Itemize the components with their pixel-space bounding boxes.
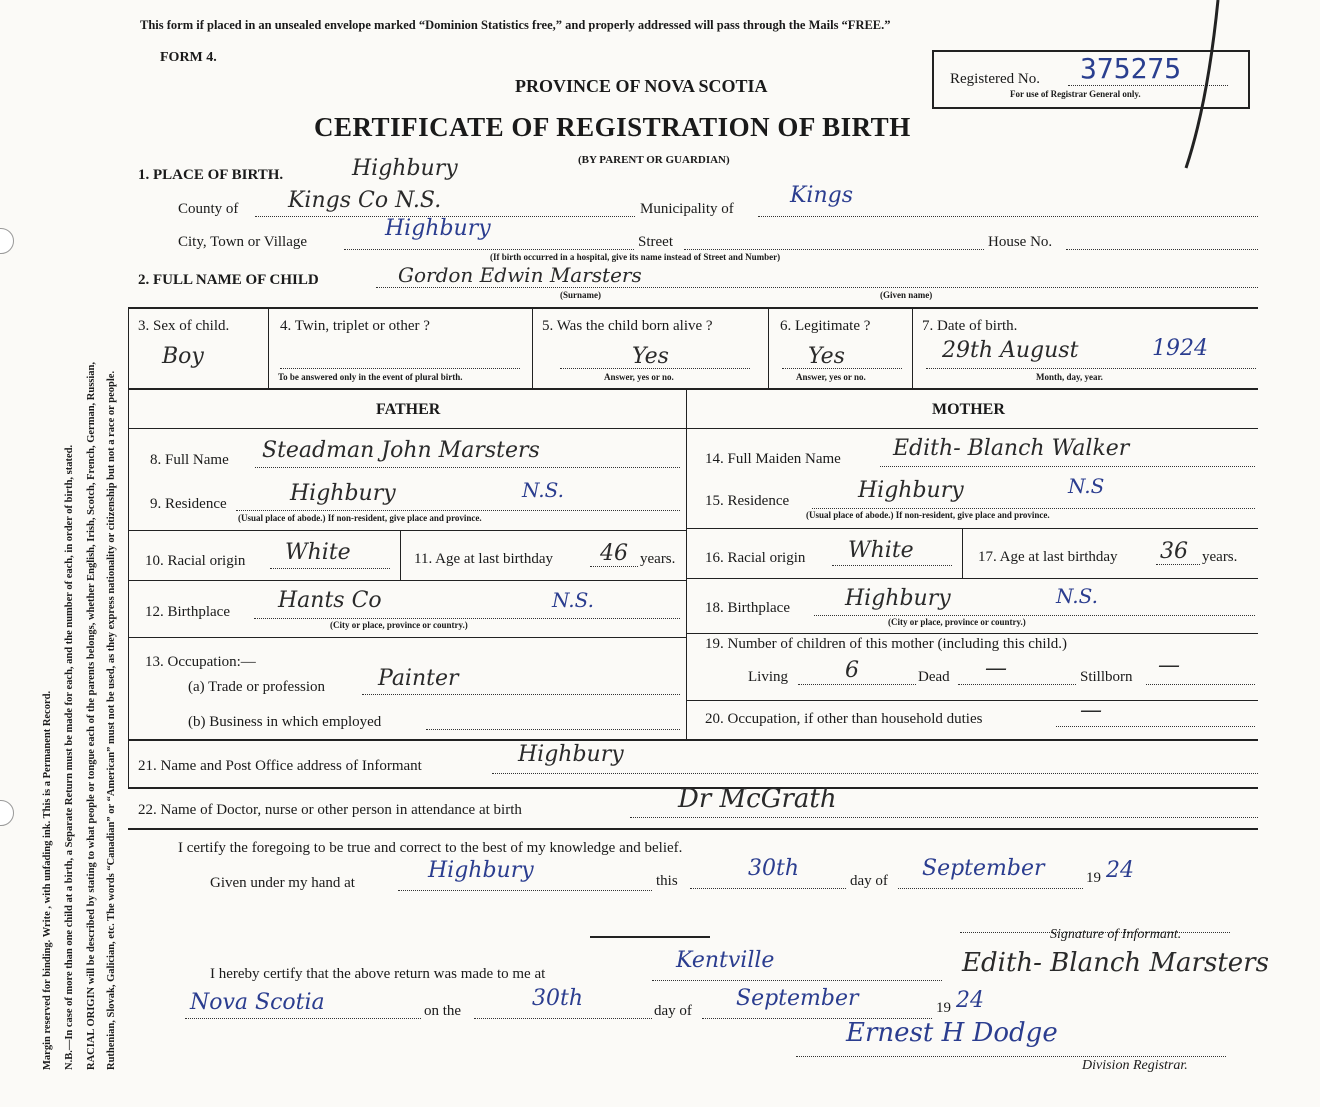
born-alive-value: Yes — [632, 344, 669, 369]
trade-value: Painter — [378, 666, 459, 691]
return-on-the-label: on the — [424, 1003, 462, 1019]
informant-label: 21. Name and Post Office address of Informant — [138, 758, 422, 774]
municipality-label: Municipality of — [640, 201, 734, 217]
twin-note: To be answered only in the event of plural birth. — [278, 372, 463, 382]
mother-race-label: 16. Racial origin — [705, 550, 806, 566]
mother-age-label: 17. Age at last birthday — [978, 549, 1118, 565]
return-day-of-label: day of — [654, 1003, 692, 1019]
business-label: (b) Business in which employed — [188, 714, 382, 730]
twin-label: 4. Twin, triplet or other ? — [280, 318, 430, 334]
given-name-note: (Given name) — [880, 290, 933, 300]
mother-age-value: 36 — [1160, 539, 1188, 564]
registered-label: Registered No. — [950, 71, 1040, 87]
dead-label: Dead — [918, 669, 950, 685]
given-month-value: September — [922, 856, 1045, 881]
children-count-label: 19. Number of children of this mother (including this child.) — [705, 636, 1068, 652]
division-registrar-label: Division Registrar. — [1082, 1058, 1188, 1073]
binding-hole-bottom — [0, 800, 14, 826]
place-of-birth-value: Highbury — [352, 156, 458, 181]
date-of-birth-label: 7. Date of birth. — [922, 318, 1018, 334]
municipality-value: Kings — [790, 183, 854, 208]
father-occupation-label: 13. Occupation:— — [145, 654, 256, 670]
father-birthplace-note: (City or place, province or country.) — [330, 620, 468, 630]
given-day-value: 30th — [748, 856, 800, 881]
born-alive-label: 5. Was the child born alive ? — [542, 318, 713, 334]
informant-signature-label: Signature of Informant. — [1050, 927, 1182, 942]
date-of-birth-value: 29th August — [942, 338, 1079, 363]
legitimate-note: Answer, yes or no. — [796, 372, 866, 382]
sidebar-note-binding: Margin reserved for binding. Write , with unfading ink. This is a Permanent Record. — [42, 690, 53, 1070]
return-statement: I hereby certify that the above return was made to me at — [210, 966, 546, 982]
legitimate-value: Yes — [808, 344, 845, 369]
mother-residence-province: N.S — [1068, 474, 1105, 498]
father-name-label: 8. Full Name — [150, 452, 229, 468]
mother-name-value: Edith- Blanch Walker — [893, 436, 1130, 461]
return-month-value: September — [736, 986, 859, 1011]
certify-statement: I certify the foregoing to be true and correct to the best of my knowledge and belief. — [178, 840, 683, 856]
mother-birthplace-province: N.S. — [1056, 584, 1098, 608]
doctor-value: Dr McGrath — [678, 784, 837, 814]
mother-occupation-label: 20. Occupation, if other than household duties — [705, 711, 983, 727]
given-day-of-label: day of — [850, 873, 888, 889]
certificate-title: CERTIFICATE OF REGISTRATION OF BIRTH — [314, 112, 911, 142]
mother-name-label: 14. Full Maiden Name — [705, 451, 841, 467]
province-heading: PROVINCE OF NOVA SCOTIA — [515, 76, 768, 96]
doctor-label: 22. Name of Doctor, nurse or other person in attendance at birth — [138, 802, 522, 818]
child-name-label: 2. FULL NAME OF CHILD — [138, 272, 319, 288]
mother-birthplace-value: Highbury — [845, 586, 951, 611]
hospital-note: (If birth occurred in a hospital, give its name instead of Street and Number) — [490, 252, 781, 262]
sex-label: 3. Sex of child. — [138, 318, 230, 334]
child-name-value: Gordon Edwin Marsters — [398, 263, 642, 287]
mother-heading: MOTHER — [932, 401, 1005, 418]
given-year-prefix: 19 — [1086, 870, 1101, 886]
surname-note: (Surname) — [560, 290, 601, 300]
return-year-suffix: 24 — [956, 988, 984, 1013]
informant-signature: Edith- Blanch Marsters — [962, 948, 1269, 978]
living-label: Living — [748, 669, 788, 685]
trade-label: (a) Trade or profession — [188, 679, 326, 695]
mother-occupation-value: — — [1080, 698, 1102, 723]
return-province-value: Nova Scotia — [190, 990, 325, 1015]
city-value: Highbury — [385, 216, 491, 241]
informant-value: Highbury — [518, 742, 624, 767]
father-race-value: White — [285, 540, 351, 565]
registered-number: 375275 — [1080, 52, 1182, 85]
father-residence-note: (Usual place of abode.) If non-resident, give place and province. — [238, 513, 482, 523]
dead-value: — — [985, 656, 1007, 681]
street-label: Street — [638, 234, 673, 250]
sex-value: Boy — [162, 344, 204, 369]
father-age-value: 46 — [600, 541, 628, 566]
form-number: FORM 4. — [160, 50, 217, 65]
father-birthplace-province: N.S. — [552, 588, 594, 612]
sidebar-note-racial-origin-2: Ruthenian, Slovak, Galician, etc. The words “Canadian” or “American” must not be used, as they express nationality or citizenship but not a race or people. — [106, 370, 117, 1070]
mother-residence-note: (Usual place of abode.) If non-resident, give place and province. — [806, 510, 1050, 520]
place-of-birth-label: 1. PLACE OF BIRTH. — [138, 167, 284, 183]
certificate-subtitle: (BY PARENT OR GUARDIAN) — [578, 154, 730, 166]
father-name-value: Steadman John Marsters — [262, 438, 540, 463]
given-year-suffix: 24 — [1106, 858, 1134, 883]
mother-residence-label: 15. Residence — [705, 493, 790, 509]
return-place-value: Kentville — [676, 948, 775, 973]
county-label: County of — [178, 201, 239, 217]
binding-hole-top — [0, 228, 14, 254]
house-number-label: House No. — [988, 234, 1053, 250]
father-heading: FATHER — [376, 401, 441, 418]
legitimate-label: 6. Legitimate ? — [780, 318, 871, 334]
father-birthplace-value: Hants Co — [278, 588, 382, 613]
mother-residence-value: Highbury — [858, 478, 964, 503]
mother-birthplace-label: 18. Birthplace — [705, 600, 790, 616]
date-of-birth-note: Month, day, year. — [1036, 372, 1103, 382]
sidebar-note-multiple-births: N.B.—In case of more than one child at a birth, a Separate Return must be made for each, and the number of each, in order of birth, stated. — [64, 444, 75, 1070]
mother-years-label: years. — [1202, 549, 1238, 565]
return-day-value: 30th — [532, 986, 584, 1011]
living-value: 6 — [845, 658, 859, 683]
stillborn-value: — — [1158, 653, 1180, 678]
sidebar-note-racial-origin: RACIAL ORIGIN will be described by stating to what people or tongue each of the parents belongs, whether English, Irish, Scotch, French, German, Russian, — [86, 361, 97, 1070]
postal-notice: This form if placed in an unsealed envelope marked “Dominion Statistics free,” and properly addressed will pass through the Mails “FREE.” — [140, 18, 891, 32]
return-year-prefix: 19 — [936, 1000, 951, 1016]
registrar-signature: Ernest H Dodge — [846, 1018, 1058, 1048]
father-birthplace-label: 12. Birthplace — [145, 604, 230, 620]
date-of-birth-year: 1924 — [1152, 336, 1208, 361]
father-age-label: 11. Age at last birthday — [414, 551, 553, 567]
stillborn-label: Stillborn — [1080, 669, 1133, 685]
city-label: City, Town or Village — [178, 234, 308, 250]
given-this-label: this — [656, 873, 678, 889]
father-race-label: 10. Racial origin — [145, 553, 246, 569]
mother-race-value: White — [848, 538, 914, 563]
given-place-value: Highbury — [428, 858, 534, 883]
father-residence-label: 9. Residence — [150, 496, 227, 512]
registrar-note: For use of Registrar General only. — [1010, 89, 1141, 99]
mother-birthplace-note: (City or place, province or country.) — [888, 617, 1026, 627]
born-alive-note: Answer, yes or no. — [604, 372, 674, 382]
father-residence-province: N.S. — [522, 478, 564, 502]
father-years-label: years. — [640, 551, 676, 567]
county-value: Kings Co N.S. — [288, 188, 442, 213]
father-residence-value: Highbury — [290, 481, 396, 506]
given-under-hand-label: Given under my hand at — [210, 875, 355, 891]
